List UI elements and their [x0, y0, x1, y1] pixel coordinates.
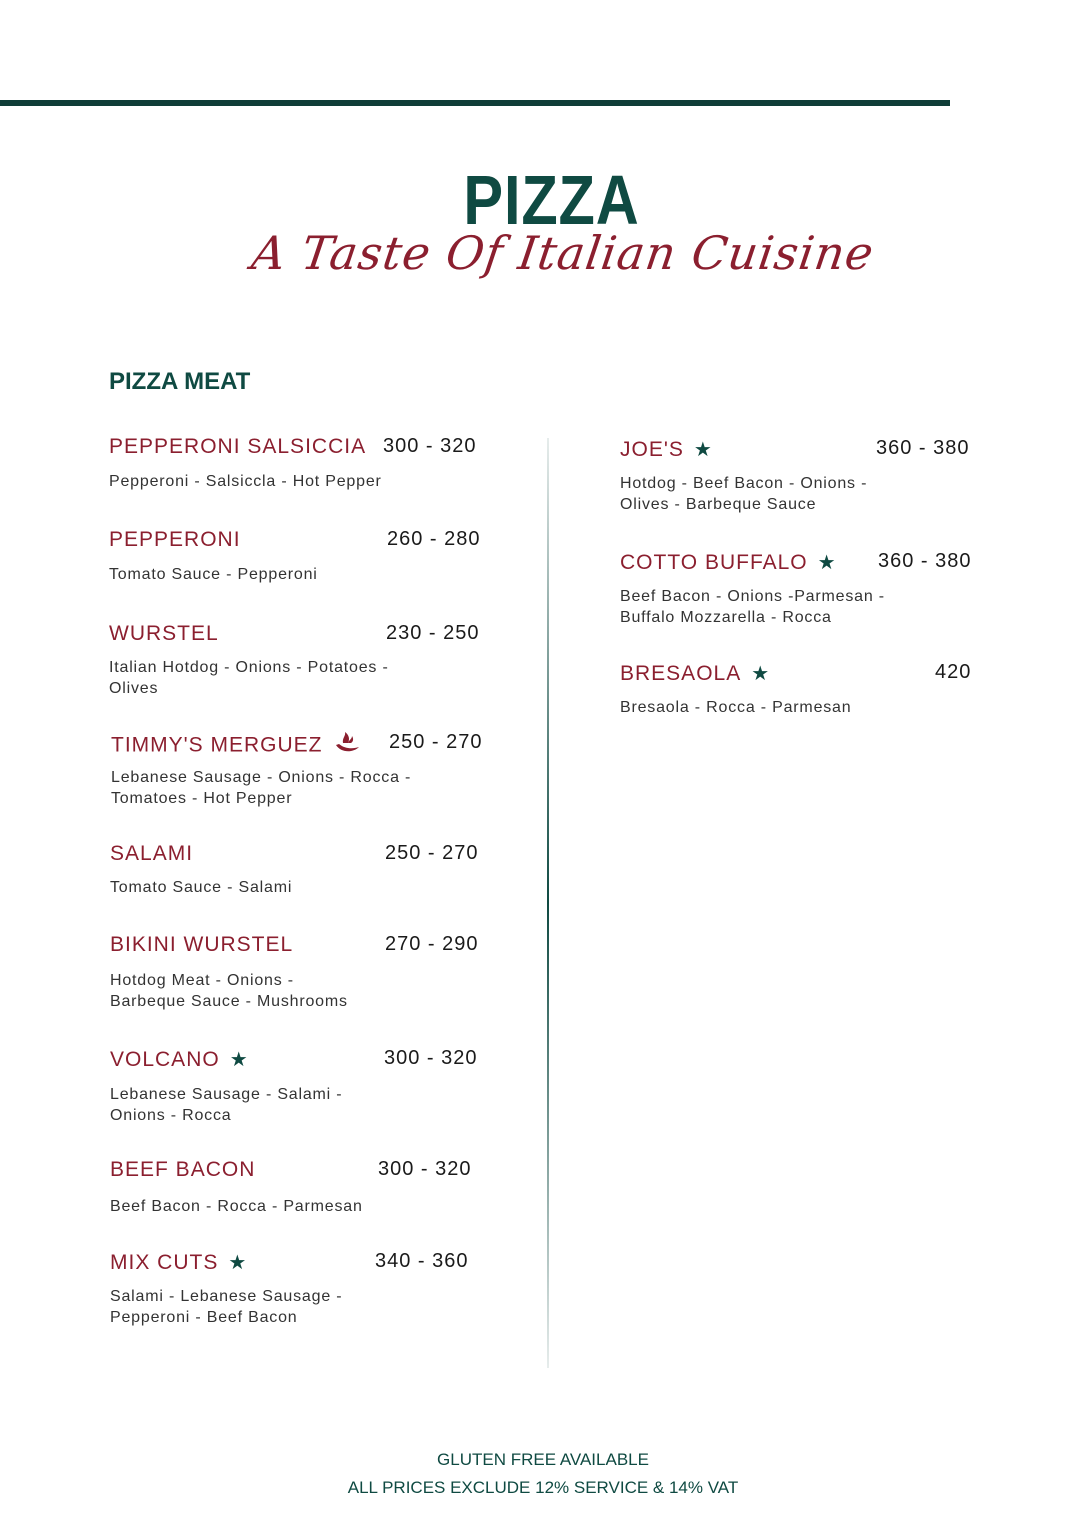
item-description: Italian Hotdog - Onions - Potatoes - Olives: [109, 659, 389, 697]
item-name: [620, 437, 713, 462]
item-name-text: COTTO BUFFALO: [620, 551, 808, 574]
star-icon: ★: [751, 663, 771, 685]
item-name-text: JOE'S: [620, 438, 684, 461]
star-icon: ★: [817, 552, 837, 574]
item-price: 230 - 250: [386, 622, 480, 644]
item-price: 360 - 380: [878, 550, 972, 572]
item-price: 300 - 320: [384, 1047, 478, 1069]
item-price: 340 - 360: [375, 1250, 469, 1272]
item-description: Lebanese Sausage - Salami - Onions - Rocca: [110, 1086, 343, 1124]
item-name: WURSTEL: [109, 622, 219, 645]
item-description: Bresaola - Rocca - Parmesan: [620, 699, 852, 716]
star-icon: ★: [229, 1049, 249, 1071]
item-price: 420: [935, 661, 972, 683]
column-divider: [547, 438, 549, 1368]
item-description: Beef Bacon - Onions -Parmesan - Buffalo Mozzarella - Rocca: [620, 588, 885, 626]
item-description: Lebanese Sausage - Onions - Rocca - Tomatoes - Hot Pepper: [111, 769, 412, 807]
top-rule: [0, 100, 950, 106]
item-name: [620, 550, 837, 575]
item-description: Tomato Sauce - Salami: [110, 879, 293, 896]
item-price: 270 - 290: [385, 933, 479, 955]
star-icon: ★: [693, 439, 713, 461]
item-name: BIKINI WURSTEL: [110, 933, 294, 956]
item-price: 250 - 270: [389, 731, 483, 753]
chili-icon: [333, 731, 361, 761]
item-description: Hotdog - Beef Bacon - Onions - Olives - Barbeque Sauce: [620, 475, 868, 513]
item-name: PEPPERONI: [109, 528, 241, 551]
item-description: Salami - Lebanese Sausage - Pepperoni - Beef Bacon: [110, 1288, 343, 1326]
item-name: PEPPERONI SALSICCIA: [109, 435, 367, 458]
item-description: Hotdog Meat - Onions - Barbeque Sauce - Mushrooms: [110, 972, 348, 1010]
page-title: PIZZA: [463, 161, 640, 239]
item-price: 300 - 320: [383, 435, 477, 457]
item-name-text: MIX CUTS: [110, 1251, 219, 1274]
item-name: [110, 1250, 247, 1275]
item-name: SALAMI: [110, 842, 194, 865]
page-subtitle: A Taste Of Italian Cuisine: [248, 226, 878, 280]
item-price: 300 - 320: [378, 1158, 472, 1180]
item-name: BEEF BACON: [110, 1158, 256, 1181]
item-description: Pepperoni - Salsiccla - Hot Pepper: [109, 473, 382, 490]
item-price: 360 - 380: [876, 437, 970, 459]
footer-gluten-note: GLUTEN FREE AVAILABLE: [437, 1450, 649, 1469]
item-name: [110, 1047, 249, 1072]
item-name-text: BRESAOLA: [620, 662, 742, 685]
footer-price-note: ALL PRICES EXCLUDE 12% SERVICE & 14% VAT: [347, 1478, 739, 1497]
section-title: PIZZA MEAT: [109, 368, 251, 395]
item-name: [620, 661, 770, 686]
item-description: Beef Bacon - Rocca - Parmesan: [110, 1198, 363, 1215]
item-name: [111, 731, 361, 761]
item-name-text: TIMMY'S MERGUEZ: [111, 733, 323, 757]
item-price: 260 - 280: [387, 528, 481, 550]
item-price: 250 - 270: [385, 842, 479, 864]
item-name-text: VOLCANO: [110, 1048, 220, 1071]
item-description: Tomato Sauce - Pepperoni: [109, 566, 318, 583]
star-icon: ★: [228, 1252, 248, 1274]
